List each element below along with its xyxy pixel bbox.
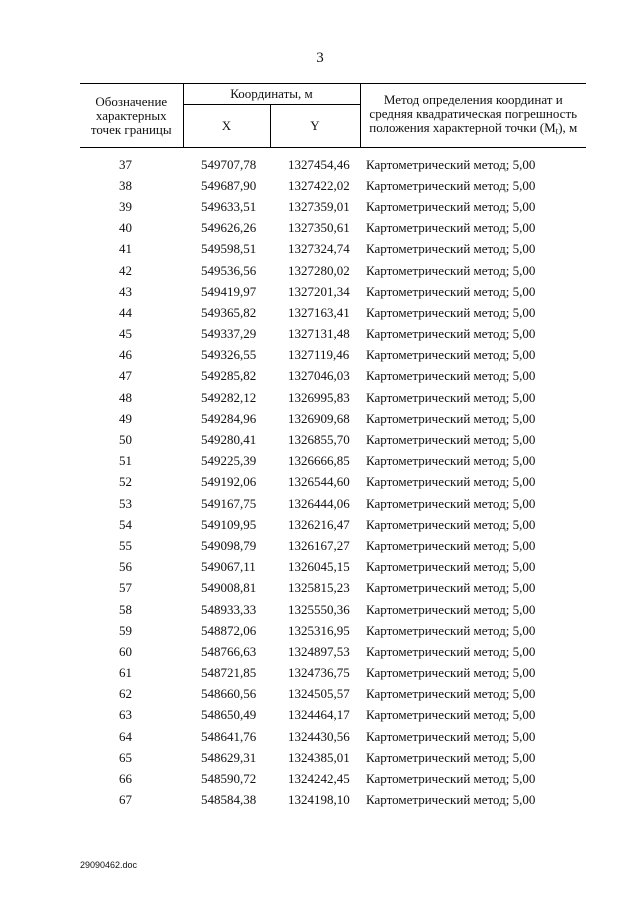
table-row	[80, 514, 586, 535]
coordinate-x: 549626,26	[201, 220, 257, 236]
coordinate-x: 548650,49	[201, 707, 257, 723]
coordinate-x: 549365,82	[201, 304, 257, 320]
table-row	[80, 302, 586, 323]
point-number: 55	[119, 537, 132, 553]
coordinate-x: 549098,79	[201, 537, 257, 553]
table-body	[80, 148, 586, 811]
point-number: 62	[119, 686, 132, 702]
point-number: 50	[119, 432, 132, 448]
method-cell: Картометрический метод; 5,00	[366, 643, 536, 659]
point-number: 48	[119, 389, 132, 405]
coordinate-x: 549536,56	[201, 262, 257, 278]
method-cell: Картометрический метод; 5,00	[366, 156, 536, 172]
point-number: 58	[119, 601, 132, 617]
coordinate-y: 1324430,56	[288, 728, 350, 744]
table-row	[80, 324, 586, 345]
method-cell: Картометрический метод; 5,00	[366, 283, 536, 299]
coordinate-y: 1324897,53	[288, 643, 350, 659]
table-row	[80, 429, 586, 450]
point-number: 46	[119, 347, 132, 363]
coordinate-y: 1327454,46	[288, 156, 350, 172]
coordinate-x: 549167,75	[201, 495, 257, 511]
method-cell: Картометрический метод; 5,00	[366, 665, 536, 681]
method-cell: Картометрический метод; 5,00	[366, 177, 536, 193]
method-cell: Картометрический метод; 5,00	[366, 410, 536, 426]
coordinate-y: 1326544,60	[288, 474, 350, 490]
point-number: 43	[119, 283, 132, 299]
coordinate-y: 1325550,36	[288, 601, 350, 617]
header-y: Y	[270, 105, 360, 148]
coordinate-y: 1327359,01	[288, 198, 350, 214]
table-row	[80, 472, 586, 493]
coordinate-y: 1325815,23	[288, 580, 350, 596]
method-cell: Картометрический метод; 5,00	[366, 262, 536, 278]
point-number: 57	[119, 580, 132, 596]
coordinate-x: 549598,51	[201, 241, 257, 257]
method-cell: Картометрический метод; 5,00	[366, 537, 536, 553]
header-point-designation: Обозначение характерных точек границы	[90, 93, 172, 137]
method-cell: Картометрический метод; 5,00	[366, 559, 536, 575]
coordinate-x: 548872,06	[201, 622, 257, 638]
coordinate-y: 1327350,61	[288, 220, 350, 236]
coordinate-y: 1327280,02	[288, 262, 350, 278]
table-row	[80, 239, 586, 260]
coordinate-y: 1324198,10	[288, 792, 350, 808]
point-number: 59	[119, 622, 132, 638]
table-row	[80, 726, 586, 747]
coordinate-x: 549284,96	[201, 410, 257, 426]
coordinate-x: 549282,12	[201, 389, 257, 405]
table-row	[80, 557, 586, 578]
method-cell: Картометрический метод; 5,00	[366, 453, 536, 469]
method-cell: Картометрический метод; 5,00	[366, 580, 536, 596]
table-row	[80, 260, 586, 281]
coordinate-x: 549707,78	[201, 156, 257, 172]
coordinate-x: 548629,31	[201, 749, 257, 765]
coordinate-y: 1327131,48	[288, 326, 350, 342]
table-row	[80, 366, 586, 387]
coordinate-x: 549067,11	[201, 559, 256, 575]
table-row	[80, 535, 586, 556]
coordinate-y: 1327201,34	[288, 283, 350, 299]
coordinate-x: 548590,72	[201, 771, 257, 787]
point-number: 63	[119, 707, 132, 723]
coordinate-y: 1326855,70	[288, 432, 350, 448]
method-cell: Картометрический метод; 5,00	[366, 771, 536, 787]
method-cell: Картометрический метод; 5,00	[366, 368, 536, 384]
method-cell: Картометрический метод; 5,00	[366, 495, 536, 511]
coordinate-x: 548933,33	[201, 601, 257, 617]
footer-filename: 29090462.doc	[80, 860, 138, 870]
coordinates-table	[80, 83, 586, 811]
coordinate-y: 1324736,75	[288, 665, 350, 681]
coordinate-x: 548721,85	[201, 665, 257, 681]
table-row	[80, 196, 586, 217]
table-row	[80, 663, 586, 684]
point-number: 38	[119, 177, 132, 193]
coordinate-y: 1327119,46	[288, 347, 350, 363]
table-row	[80, 705, 586, 726]
header-method-subscript: t	[555, 126, 559, 136]
coordinate-x: 548641,76	[201, 728, 257, 744]
point-number: 60	[119, 643, 132, 659]
point-number: 66	[119, 771, 132, 787]
coordinate-y: 1324505,57	[288, 686, 350, 702]
method-cell: Картометрический метод; 5,00	[366, 707, 536, 723]
table-row	[80, 599, 586, 620]
coordinate-y: 1325316,95	[288, 622, 350, 638]
coordinate-y: 1324464,17	[288, 707, 350, 723]
coordinate-y: 1327163,41	[288, 304, 350, 320]
point-number: 51	[119, 453, 132, 469]
table-row	[80, 493, 586, 514]
point-number: 47	[119, 368, 132, 384]
table-row	[80, 641, 586, 662]
method-cell: Картометрический метод; 5,00	[366, 792, 536, 808]
table-row	[80, 148, 586, 176]
table-row	[80, 620, 586, 641]
method-cell: Картометрический метод; 5,00	[366, 474, 536, 490]
coordinate-x: 549337,29	[201, 326, 257, 342]
coordinate-x: 549419,97	[201, 283, 257, 299]
table-row	[80, 578, 586, 599]
table-row	[80, 218, 586, 239]
coordinate-x: 549633,51	[201, 198, 257, 214]
coordinate-y: 1326666,85	[288, 453, 350, 469]
point-number: 42	[119, 262, 132, 278]
coordinate-x: 548660,56	[201, 686, 257, 702]
table-row	[80, 345, 586, 366]
point-number: 67	[119, 792, 132, 808]
point-number: 45	[119, 326, 132, 342]
table-row	[80, 790, 586, 811]
point-number: 52	[119, 474, 132, 490]
coordinate-y: 1326909,68	[288, 410, 350, 426]
coordinate-x: 548584,38	[201, 792, 257, 808]
coordinate-x: 548766,63	[201, 643, 257, 659]
coordinate-x: 549008,81	[201, 580, 257, 596]
method-cell: Картометрический метод; 5,00	[366, 728, 536, 744]
coordinate-y: 1326216,47	[288, 516, 350, 532]
point-number: 64	[119, 728, 132, 744]
table-row	[80, 408, 586, 429]
point-number: 54	[119, 516, 132, 532]
coordinate-x: 549285,82	[201, 368, 257, 384]
header-x: X	[183, 105, 270, 148]
point-number: 49	[119, 410, 132, 426]
coordinate-x: 549225,39	[201, 453, 257, 469]
table-row	[80, 387, 586, 408]
method-cell: Картометрический метод; 5,00	[366, 601, 536, 617]
method-cell: Картометрический метод; 5,00	[366, 516, 536, 532]
coordinate-y: 1326995,83	[288, 389, 350, 405]
coordinate-y: 1327046,03	[288, 368, 350, 384]
table-row	[80, 768, 586, 789]
point-number: 39	[119, 198, 132, 214]
page-number: 3	[316, 50, 324, 66]
coordinate-y: 1327422,02	[288, 177, 350, 193]
coordinate-x: 549326,55	[201, 347, 257, 363]
method-cell: Картометрический метод; 5,00	[366, 198, 536, 214]
table-row	[80, 684, 586, 705]
method-cell: Картометрический метод; 5,00	[366, 220, 536, 236]
header-method	[360, 84, 586, 148]
point-number: 41	[119, 241, 132, 257]
coordinate-y: 1326167,27	[288, 537, 350, 553]
coordinate-x: 549687,90	[201, 177, 257, 193]
point-number: 40	[119, 220, 132, 236]
point-number: 44	[119, 304, 132, 320]
coordinate-y: 1326045,15	[288, 559, 350, 575]
table-row	[80, 747, 586, 768]
coordinate-y: 1324242,45	[288, 771, 350, 787]
point-number: 37	[119, 156, 132, 172]
header-method-tail: ), м	[558, 120, 578, 135]
coordinate-y: 1326444,06	[288, 495, 350, 511]
method-cell: Картометрический метод; 5,00	[366, 622, 536, 638]
point-number: 56	[119, 559, 132, 575]
table-row	[80, 175, 586, 196]
method-cell: Картометрический метод; 5,00	[366, 304, 536, 320]
method-cell: Картометрический метод; 5,00	[366, 347, 536, 363]
point-number: 65	[119, 749, 132, 765]
method-cell: Картометрический метод; 5,00	[366, 749, 536, 765]
method-cell: Картометрический метод; 5,00	[366, 241, 536, 257]
point-number: 53	[119, 495, 132, 511]
table-header	[80, 84, 586, 148]
coordinate-y: 1327324,74	[288, 241, 350, 257]
coordinate-x: 549280,41	[201, 432, 257, 448]
table-row	[80, 451, 586, 472]
header-method-text: Метод определения координат и средняя квадратическая погрешность положения характерной точки (M	[369, 92, 578, 135]
method-cell: Картометрический метод; 5,00	[366, 389, 536, 405]
point-number: 61	[119, 665, 132, 681]
header-coordinates: Координаты, м	[183, 84, 360, 105]
method-cell: Картометрический метод; 5,00	[366, 326, 536, 342]
table-row	[80, 281, 586, 302]
coordinate-y: 1324385,01	[288, 749, 350, 765]
coordinate-x: 549109,95	[201, 516, 257, 532]
coordinate-x: 549192,06	[201, 474, 257, 490]
method-cell: Картометрический метод; 5,00	[366, 432, 536, 448]
method-cell: Картометрический метод; 5,00	[366, 686, 536, 702]
